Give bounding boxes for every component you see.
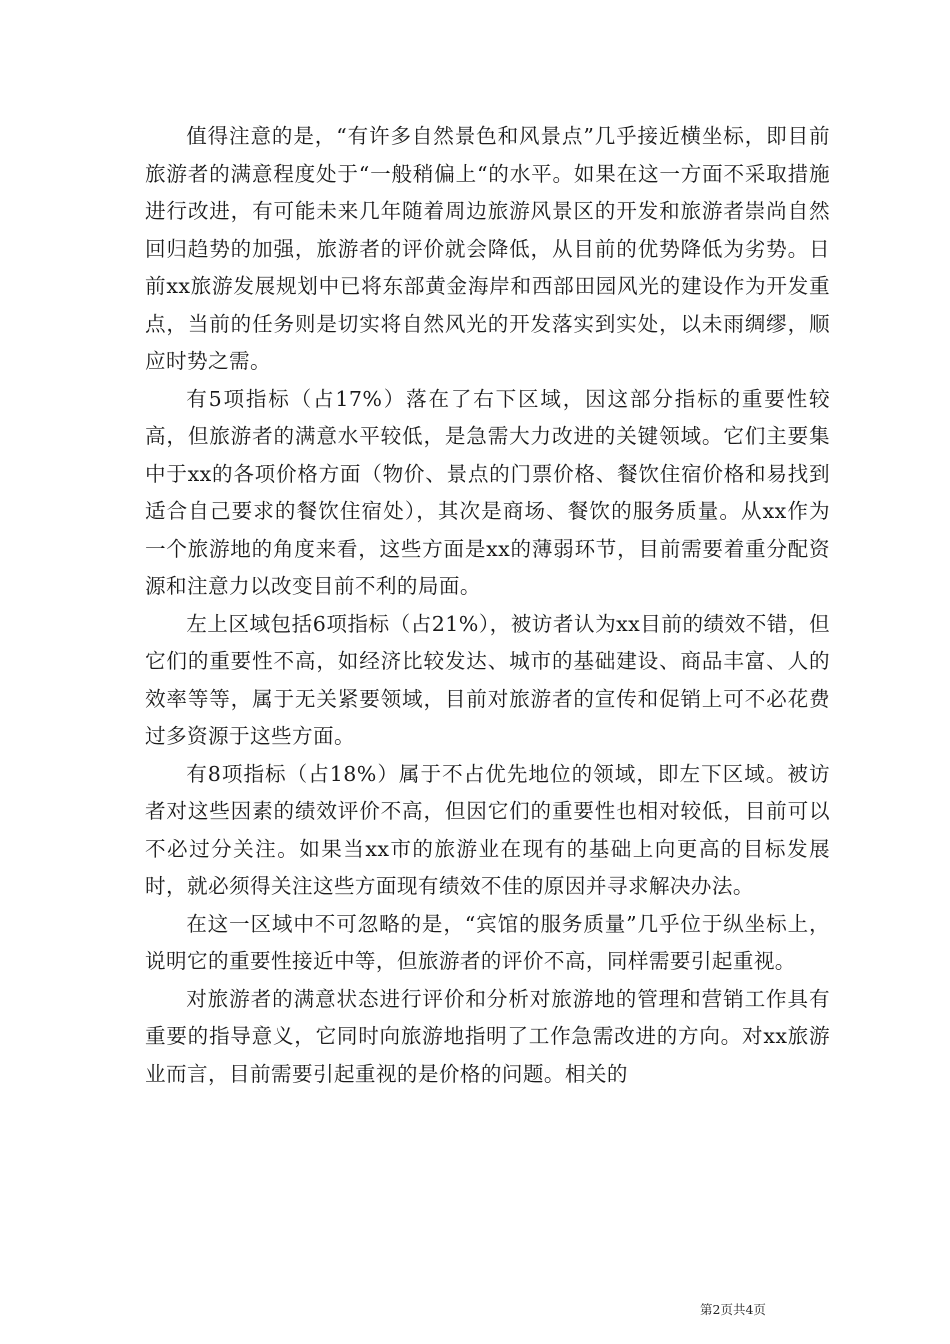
paragraph-2: 有5项指标（占17%）落在了右下区域，因这部分指标的重要性较高，但旅游者的满意水平较低，是急需大力改进的关键领域。它们主要集中于xx的各项价格方面（物价、景点的门票价格、餐饮住宿价格和易找到适合自己要求的餐饮住宿处），其次是商场、餐饮的服务质量。从xx作为一个旅游地的角度来看，这些方面是xx的薄弱环节，目前需要着重分配资源和注意力以改变目前不利的局面。 <box>145 386 830 598</box>
page-number-footer: 第2页共4页 <box>700 1302 766 1317</box>
body-text <box>145 118 830 1093</box>
paragraph-6: 对旅游者的满意状态进行评价和分析对旅游地的管理和营销工作具有重要的指导意义，它同时向旅游地指明了工作急需改进的方向。对xx旅游业而言，目前需要引起重视的是价格的问题。相关的 <box>145 986 830 1086</box>
paragraph-5: 在这一区域中不可忽略的是，“宾馆的服务质量”几乎位于纵坐标上，说明它的重要性接近中等，但旅游者的评价不高，同样需要引起重视。 <box>145 911 830 973</box>
paragraph-4: 有8项指标（占18%）属于不占优先地位的领域，即左下区域。被访者对这些因素的绩效评价不高，但因它们的重要性也相对较低，目前可以不必过分关注。如果当xx市的旅游业在现有的基础上向更高的目标发展时，就必须得关注这些方面现有绩效不佳的原因并寻求解决办法。 <box>145 761 830 898</box>
paragraph-1: 值得注意的是，“有许多自然景色和风景点”几乎接近横坐标，即目前旅游者的满意程度处于“一般稍偏上“的水平。如果在这一方面不采取措施进行改进，有可能未来几年随着周边旅游风景区的开发和旅游者崇尚自然回归趋势的加强，旅游者的评价就会降低，从目前的优势降低为劣势。日前xx旅游发展规划中已将东部黄金海岸和西部田园风光的建设作为开发重点，当前的任务则是切实将自然风光的开发落实到实处，以未雨绸缪，顺应时势之需。 <box>145 124 830 373</box>
paragraph-3: 左上区域包括6项指标（占21%），被访者认为xx目前的绩效不错，但它们的重要性不高，如经济比较发达、城市的基础建设、商品丰富、人的效率等等，属于无关紧要领域，目前对旅游者的宣传和促销上可不必花费过多资源于这些方面。 <box>145 611 830 748</box>
